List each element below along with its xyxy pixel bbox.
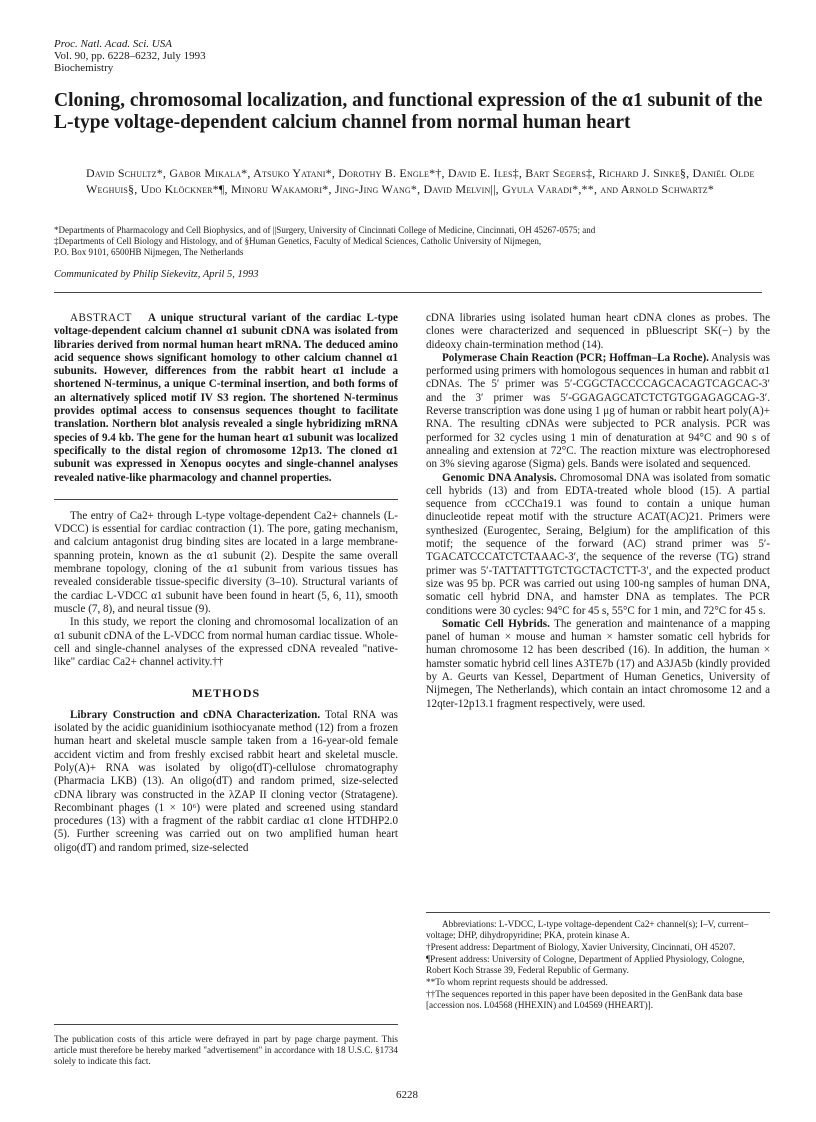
footnote: †Present address: Department of Biology, Xavier University, Cincinnati, OH 45207.: [426, 942, 736, 952]
footnote: **To whom reprint requests should be addressed.: [426, 977, 608, 987]
abstract: [54, 312, 398, 485]
communicated-by: Communicated by Philip Siekevitz, April 5, 1993: [54, 269, 259, 280]
subsection-heading: Polymerase Chain Reaction (PCR; Hoffman–La Roche).: [442, 351, 709, 364]
subsection-heading: Genomic DNA Analysis.: [442, 471, 557, 484]
abstract-divider: [54, 499, 398, 500]
paragraph-text: The generation and maintenance of a mapping panel of human × mouse and human × hamster somatic cell hybrids for human chromosome 12 has been described (16). In addition, the human × hamster somatic hybrid cell lines A3TE7b (17) and A3JA5b (kindly provided by A. Geurts van Kessel, Department of Human Genetics, University of Nijmegen, The Netherlands), which contain an intact chromosome 12 and a 12qter-12p13.1 fragment respectively, were used.: [426, 617, 770, 710]
author-list: David Schultz*, Gabor Mikala*, Atsuko Yatani*, Dorothy B. Engle*†, David E. Iles‡, Bart Segers‡, Richard J. Sinke§, Daniël Olde Weghuis§, Udo Klöckner*¶, Minoru Wakamori*, Jing-Jing Wang*, David Melvin||, Gyula Varadi*,**, and Arnold Schwartz*: [86, 166, 755, 196]
abstract-label: ABSTRACT: [70, 312, 132, 324]
paragraph-text: Chromosomal DNA was isolated from somatic cell hybrids (13) and from EDTA-treated whole blood (15). A partial sequence from cCCCha19.1 was found to contain a unique human dinucleotide repeat motif with the structure ACAT(AC)21. Primers were synthesized (Eurogentec, Seraing, Belgium) for the amplification of this motif; the sequence of the forward (AC) strand primer was 5′-TGACATCCCATCTCTAAAC-3′, the sequence of the reverse (TG) strand primer was 5′-TATTATTTGTCTGCTACTCTT-3′, and the expected product size was 95 bp. PCR was carried out using 100-ng samples of human DNA, somatic cell hybrid DNA, and hamster DNA as templates. The PCR conditions were 30 cycles: 94°C for 45 s, 55°C for 1 min, and 72°C for 45 s.: [426, 471, 770, 617]
subsection-heading: Library Construction and cDNA Characterization.: [70, 708, 321, 721]
methods-heading: METHODS: [191, 686, 261, 701]
library-continued: cDNA libraries using isolated human heart cDNA clones as probes. The clones were characterized and sequenced in pBluescript SK(−) by the dideoxy chain-termination method (14).: [426, 312, 770, 351]
journal-section: Biochemistry: [54, 62, 114, 74]
paragraph-text: Analysis was performed using primers with homologous sequences in human and rabbit α1 cDNAs. The 5′ primer was 5′-CGGCTACCCCAGCACAGTCAGCAC-3′ and the 3′ primer was 5′-GGAGAGCATCTCTGTGGAGAGCAG-3′. Reverse transcription was done using 1 μg of human or rabbit heart poly(A)+ RNA. The resulting cDNAs were subjected to PCR analysis. PCR was performed for 32 cycles using 1 min of denaturation at 94°C and 90 s of annealing and extension at 72°C. The reaction mixture was electrophoresed on 3% sieving agarose (Sigma) gels. Bands were isolated and sequenced.: [426, 351, 770, 471]
paper-title: Cloning, chromosomal localization, and functional expression of the α1 subunit of the L-type voltage-dependent calcium channel from normal human heart: [54, 90, 763, 133]
abstract-text: A unique structural variant of the cardiac L-type voltage-dependent calcium channel α1 subunit cDNA was isolated from libraries derived from normal human heart mRNA. The deduced amino acid sequence shows significant homology to other calcium channel α1 subunits. However, differences from the rabbit heart α1 include a shortened N-terminus, a unique C-terminal insertion, and both forms of an alternatively spliced motif IV S3 region. The shortened N-terminus provides optimal access to consensus sequences thought to facilitate translation. Northern blot analysis revealed a single hybridizing mRNA species of 9.4 kb. The gene for the human heart α1 subunit was localized specifically to the distal region of chromosome 12p13. The cloned α1 subunit was expressed in Xenopus oocytes and single-channel analyses revealed native-like pharmacology and channel properties.: [54, 312, 398, 484]
intro-paragraph: In this study, we report the cloning and chromosomal localization of an α1 subunit cDNA of the L-VDCC from normal human cardiac tissue. Whole-cell and single-channel analyses of the expressed cDNA revealed "native-like" cardiac Ca2+ channel activity.††: [54, 616, 398, 669]
footnote-divider-left: [54, 1024, 398, 1025]
footnote-divider-right: [426, 912, 770, 913]
footnotes-right: [426, 919, 770, 1012]
journal-volume: Vol. 90, pp. 6228–6232, July 1993: [54, 50, 206, 62]
journal-name: Proc. Natl. Acad. Sci. USA: [54, 38, 172, 50]
header-divider: [54, 292, 762, 293]
footnote: ††The sequences reported in this paper have been deposited in the GenBank data base [accession nos. L04568 (HHEXIN) and L04569 (HHEART)].: [426, 989, 743, 1010]
footnote: Abbreviations: L-VDCC, L-type voltage-dependent Ca2+ channel(s); I–V, current–voltage; DHP, dihydropyridine; PKA, protein kinase A.: [426, 919, 749, 940]
page-number: 6228: [396, 1089, 418, 1101]
methods-pcr-paragraph: [426, 352, 770, 472]
methods-library-paragraph: [54, 709, 398, 855]
methods-somatic-paragraph: [426, 618, 770, 711]
affiliation-line: *Departments of Pharmacology and Cell Biophysics, and of ||Surgery, University of Cincinnati College of Medicine, Cincinnati, OH 45267-0575; and: [54, 225, 596, 235]
journal-header: [54, 38, 206, 74]
left-column: [54, 312, 398, 855]
affiliation-line: ‡Departments of Cell Biology and Histology, and of §Human Genetics, Faculty of Medical Sciences, Catholic University of Nijmegen,: [54, 235, 542, 246]
right-column: [426, 312, 770, 711]
paragraph-text: Total RNA was isolated by the acidic guanidinium isothiocyanate method (12) from a frozen human heart and skeletal muscle sample taken from a 16-year-old female accident victim and from freshly excised rabbit heart and skeletal muscle. Poly(A)+ RNA was isolated by oligo(dT)-cellulose chromatography (Pharmacia LKB) (13). An oligo(dT) and random primed, size-selected cDNA library was constructed in the λZAP II cloning vector (Stratagene). Recombinant phages (1 × 10⁶) were plated and screened using standard procedures (13) with a fragment of the rabbit cardiac α1 clone HTDHP2.0 (5). Further screening was carried out on two amplified human heart oligo(dT) and random primed, size-selected: [54, 708, 398, 854]
subsection-heading: Somatic Cell Hybrids.: [442, 617, 550, 630]
publication-cost-footnote: The publication costs of this article were defrayed in part by page charge payment. This article must therefore be hereby marked "advertisement" in accordance with 18 U.S.C. §1734 solely to indicate this fact.: [54, 1034, 398, 1066]
affiliation-line: P.O. Box 9101, 6500HB Nijmegen, The Netherlands: [54, 246, 244, 257]
intro-paragraph: The entry of Ca2+ through L-type voltage-dependent Ca2+ channels (L-VDCC) is essential for cardiac contraction (1). The pore, gating mechanism, and calcium antagonist drug binding sites are located in a large membrane-spanning protein, known as the α1 subunit (2). Despite the same overall membrane topology, cloning of the α1 subunit from various tissues has revealed considerable tissue-specific diversity (3–10). Structural variants of the cardiac L-VDCC α1 subunit have been found in heart (5, 6, 11), smooth muscle (7, 8), and neural tissue (9).: [54, 509, 398, 615]
methods-genomic-paragraph: [426, 472, 770, 618]
affiliations: [54, 225, 774, 257]
footnote: ¶Present address: University of Cologne, Department of Applied Physiology, Cologne, Robert Koch Strasse 39, Federal Republic of Germany.: [426, 954, 745, 975]
